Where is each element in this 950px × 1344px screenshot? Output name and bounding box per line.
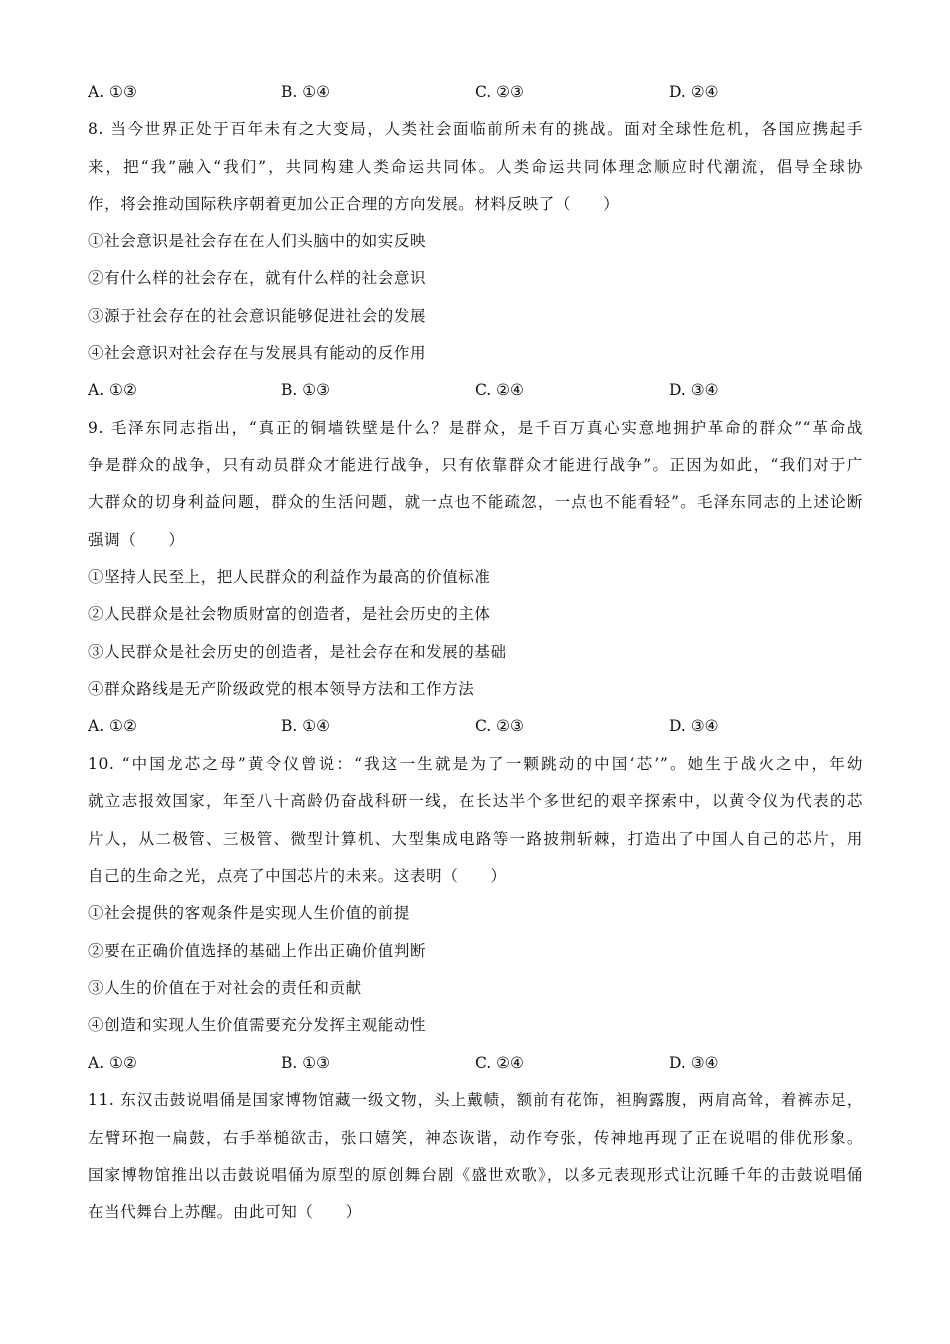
q8-option: ①社会意识是社会存在在人们头脑中的如实反映 bbox=[88, 232, 427, 250]
q11-stem-line: 国家博物馆推出以击鼓说唱俑为原型的原创舞台剧《盛世欢歌》，以多元表现形式让沉睡千年的击鼓说唱俑 bbox=[88, 1166, 863, 1184]
q9-choices bbox=[88, 716, 863, 736]
q10-option: ②要在正确价值选择的基础上作出正确价值判断 bbox=[88, 942, 427, 960]
q8-option: ③源于社会存在的社会意识能够促进社会的发展 bbox=[88, 307, 427, 325]
q7-choice-a[interactable]: A. ①③ bbox=[88, 83, 137, 101]
q9-choice-d[interactable]: D. ③④ bbox=[669, 717, 719, 735]
q8-choices bbox=[88, 380, 863, 400]
q7-choice-c[interactable]: C. ②③ bbox=[475, 83, 524, 101]
q8-choice-b[interactable]: B. ①③ bbox=[281, 381, 331, 399]
q9-option: ②人民群众是社会物质财富的创造者，是社会历史的主体 bbox=[88, 605, 491, 623]
q8-stem-line: 8. 当今世界正处于百年未有之大变局，人类社会面临前所未有的挑战。面对全球性危机，各国应携起手 bbox=[88, 120, 863, 138]
q11-stem-line: 在当代舞台上苏醒。由此可知（ ） bbox=[88, 1203, 362, 1221]
q10-stem-line: 10. “中国龙芯之母”黄令仪曾说：“我这一生就是为了一颗跳动的中国‘芯’”。她生于战火之中，年幼 bbox=[88, 755, 863, 773]
q9-option: ④群众路线是无产阶级政党的根本领导方法和工作方法 bbox=[88, 680, 475, 698]
q9-option: ①坚持人民至上，把人民群众的利益作为最高的价值标准 bbox=[88, 568, 491, 586]
q9-stem-line: 强调（ ） bbox=[88, 531, 185, 549]
q10-choice-b[interactable]: B. ①③ bbox=[281, 1054, 331, 1072]
q7-choice-b[interactable]: B. ①④ bbox=[281, 83, 331, 101]
q9-choice-c[interactable]: C. ②③ bbox=[475, 717, 524, 735]
q7-choices bbox=[88, 82, 863, 102]
q8-option: ④社会意识对社会存在与发展具有能动的反作用 bbox=[88, 344, 427, 362]
q8-choice-a[interactable]: A. ①② bbox=[88, 381, 137, 399]
q10-stem-line: 自己的生命之光，点亮了中国芯片的未来。这表明（ ） bbox=[88, 867, 507, 885]
q9-stem-line: 9. 毛泽东同志指出，“真正的铜墙铁壁是什么？是群众，是千百万真心实意地拥护革命的群众”“革命战 bbox=[88, 419, 863, 437]
q9-choice-b[interactable]: B. ①④ bbox=[281, 717, 331, 735]
q10-stem-line: 就立志报效国家，年至八十高龄仍奋战科研一线，在长达半个多世纪的艰辛探索中，以黄令仪为代表的芯 bbox=[88, 792, 863, 810]
q11-stem-line: 左臂环抱一扁鼓，右手举槌欲击，张口嬉笑，神态诙谐，动作夸张，传神地再现了正在说唱的俳优形象。 bbox=[88, 1129, 863, 1147]
q9-stem-line: 争是群众的战争，只有动员群众才能进行战争，只有依靠群众才能进行战争”。正因为如此，“我们对于广 bbox=[88, 456, 863, 474]
q10-choice-a[interactable]: A. ①② bbox=[88, 1054, 137, 1072]
q8-option: ②有什么样的社会存在，就有什么样的社会意识 bbox=[88, 269, 427, 287]
q10-choice-c[interactable]: C. ②④ bbox=[475, 1054, 524, 1072]
q9-option: ③人民群众是社会历史的创造者，是社会存在和发展的基础 bbox=[88, 643, 507, 661]
q8-choice-c[interactable]: C. ②④ bbox=[475, 381, 524, 399]
q8-choice-d[interactable]: D. ③④ bbox=[669, 381, 719, 399]
q10-choices bbox=[88, 1053, 863, 1073]
q9-stem-line: 大群众的切身利益问题，群众的生活问题，就一点也不能疏忽，一点也不能看轻”。毛泽东同志的上述论断 bbox=[88, 493, 863, 511]
q10-stem-line: 片人，从二极管、三极管、微型计算机、大型集成电路等一路披荆斩棘，打造出了中国人自己的芯片，用 bbox=[88, 830, 863, 848]
q10-option: ①社会提供的客观条件是实现人生价值的前提 bbox=[88, 904, 411, 922]
q11-stem-line: 11. 东汉击鼓说唱俑是国家博物馆藏一级文物，头上戴帻，额前有花饰，袒胸露腹，两肩高耸，着裤赤足， bbox=[88, 1091, 863, 1109]
q9-choice-a[interactable]: A. ①② bbox=[88, 717, 137, 735]
q10-option: ③人生的价值在于对社会的责任和贡献 bbox=[88, 979, 362, 997]
q8-stem-line: 来，把“我”融入“我们”，共同构建人类命运共同体。人类命运共同体理念顺应时代潮流，倡导全球协 bbox=[88, 158, 863, 176]
q8-stem-line: 作，将会推动国际秩序朝着更加公正合理的方向发展。材料反映了（ ） bbox=[88, 195, 620, 213]
q10-choice-d[interactable]: D. ③④ bbox=[669, 1054, 719, 1072]
q7-choice-d[interactable]: D. ②④ bbox=[669, 83, 719, 101]
q10-option: ④创造和实现人生价值需要充分发挥主观能动性 bbox=[88, 1016, 427, 1034]
